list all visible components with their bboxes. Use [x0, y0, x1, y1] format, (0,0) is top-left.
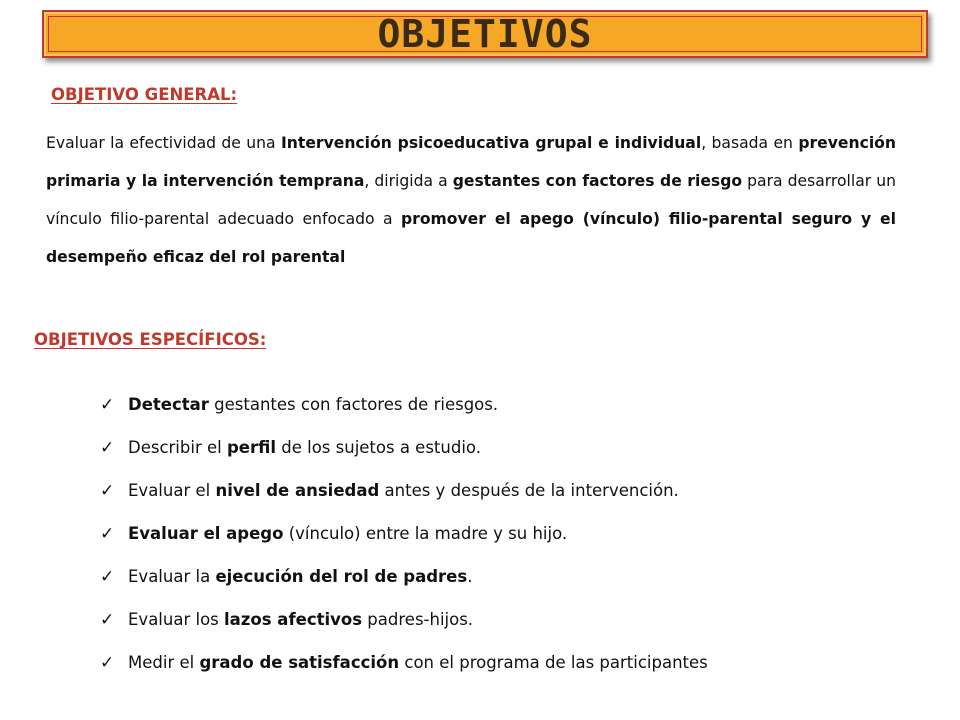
- general-text-segment: promover el apego (vínculo) filio-parental seguro y el desempeño eficaz del rol parental: [46, 210, 896, 266]
- general-text-segment: prevención primaria y la intervención temprana: [46, 134, 896, 190]
- objective-item: [100, 605, 708, 648]
- objective-text: [128, 562, 472, 592]
- checkmark-icon: ✓: [100, 653, 115, 673]
- specific-objectives-list: [100, 390, 708, 691]
- objective-item: [100, 390, 708, 433]
- objective-segment: nivel de ansiedad: [215, 481, 380, 500]
- objective-text: [128, 390, 498, 420]
- objective-text: [128, 433, 481, 463]
- objective-segment: de los sujetos a estudio.: [276, 438, 481, 457]
- objective-segment: antes y después de la intervención.: [379, 481, 679, 500]
- objective-segment: perfil: [226, 438, 276, 457]
- objective-text: [128, 605, 473, 635]
- title-banner: [42, 10, 928, 58]
- objective-text: [128, 648, 708, 678]
- checkmark-icon: ✓: [100, 610, 115, 630]
- checkmark-icon: ✓: [100, 395, 115, 415]
- general-text-segment: gestantes con factores de riesgo: [452, 172, 743, 190]
- general-text-segment: para desarrollar un vínculo filio-parental adecuado enfocado a: [46, 172, 896, 228]
- general-text-segment: Evaluar la efectividad de una: [46, 134, 281, 152]
- objective-segment: (vínculo) entre la madre y su hijo.: [283, 524, 568, 543]
- objective-text: [128, 476, 679, 506]
- objective-segment: con el programa de las participantes: [399, 653, 708, 672]
- objective-segment: Describir el: [128, 438, 227, 457]
- objective-segment: gestantes con factores de riesgos.: [208, 395, 499, 414]
- objective-segment: .: [467, 567, 473, 586]
- objective-item: [100, 476, 708, 519]
- objective-segment: lazos afectivos: [224, 610, 363, 629]
- page-title: OBJETIVOS: [377, 12, 593, 56]
- general-objective-text: [46, 124, 896, 276]
- checkmark-icon: ✓: [100, 524, 115, 544]
- objective-segment: Evaluar la: [128, 567, 216, 586]
- objective-item: [100, 519, 708, 562]
- objective-segment: Evaluar el: [128, 481, 216, 500]
- objective-segment: Evaluar el apego: [128, 524, 284, 543]
- objective-segment: padres-hijos.: [362, 610, 474, 629]
- general-text-segment: , dirigida a: [364, 172, 453, 190]
- objective-item: [100, 433, 708, 476]
- checkmark-icon: ✓: [100, 481, 115, 501]
- objective-segment: grado de satisfacción: [199, 653, 400, 672]
- general-text-segment: , basada en: [701, 134, 799, 152]
- checkmark-icon: ✓: [100, 567, 115, 587]
- objective-item: [100, 562, 708, 605]
- objective-segment: Evaluar los: [128, 610, 225, 629]
- general-text-segment: Intervención psicoeducativa grupal e individual: [280, 134, 702, 152]
- checkmark-icon: ✓: [100, 438, 115, 458]
- objective-segment: ejecución del rol de padres: [215, 567, 468, 586]
- specific-objectives-heading: OBJETIVOS ESPECÍFICOS:: [34, 330, 267, 349]
- general-objective-heading: OBJETIVO GENERAL:: [51, 85, 238, 104]
- objective-item: [100, 648, 708, 691]
- objective-segment: Medir el: [128, 653, 200, 672]
- objective-text: [128, 519, 567, 549]
- objective-segment: Detectar: [128, 395, 209, 414]
